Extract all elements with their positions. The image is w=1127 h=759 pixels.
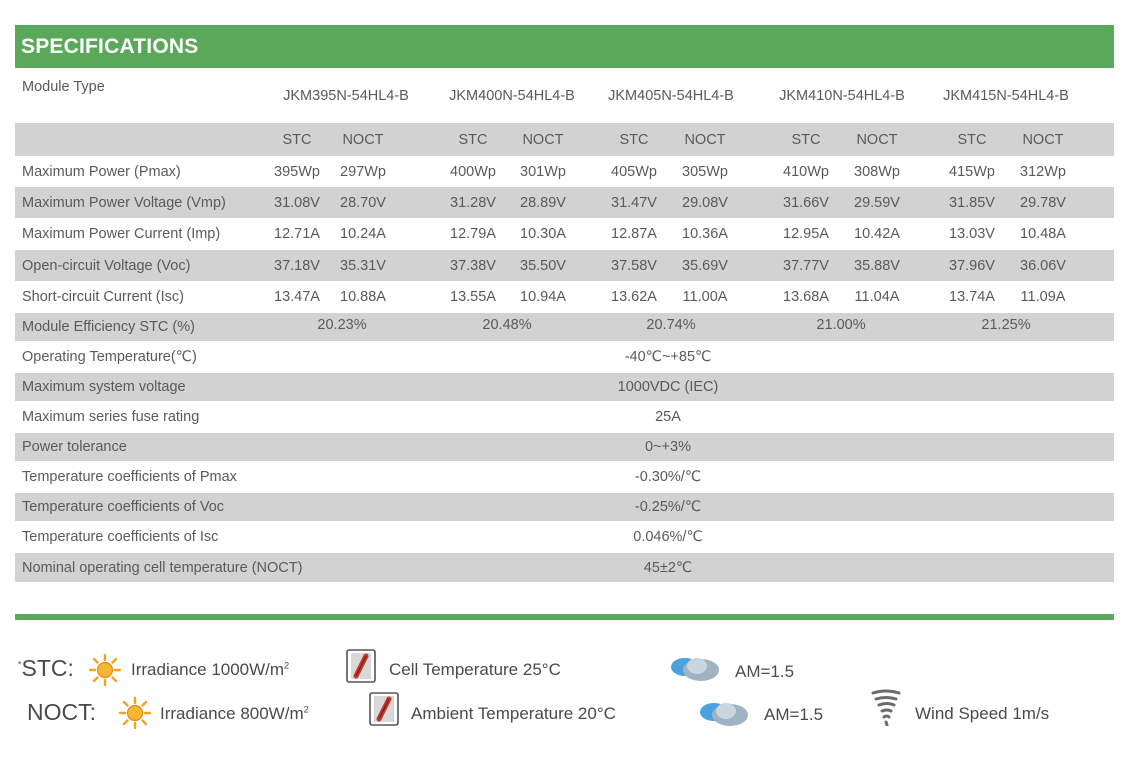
- table-cell: 1000VDC (IEC): [617, 379, 719, 395]
- table-cell: 10.94A: [520, 289, 566, 305]
- table-cell: 35.69V: [682, 257, 728, 274]
- table-cell: 35.50V: [520, 257, 566, 274]
- table-cell: 12.79A: [450, 226, 496, 242]
- divider: [15, 614, 1114, 620]
- stc-column-header: STC: [282, 131, 312, 148]
- table-cell: 20.23%: [317, 317, 367, 333]
- table-cell: 35.31V: [340, 257, 386, 274]
- spec-row: [15, 187, 1114, 218]
- stc-irradiance-text: Irradiance 1000W/m: [131, 660, 285, 679]
- table-cell: 13.62A: [611, 289, 657, 305]
- table-cell: 13.55A: [450, 289, 496, 305]
- sun-icon: [89, 654, 121, 686]
- table-cell: 10.24A: [340, 226, 386, 242]
- table-cell: 12.87A: [611, 226, 657, 242]
- table-cell: 308Wp: [854, 163, 900, 180]
- stc-irradiance: [131, 660, 289, 680]
- noct-am: AM=1.5: [764, 705, 824, 724]
- table-cell: 31.28V: [450, 194, 496, 211]
- spec-row: [15, 553, 1114, 582]
- model-name: JKM415N-54HL4-B: [943, 88, 1069, 104]
- stc-legend-label: [18, 655, 74, 682]
- cloud-icon: [667, 651, 723, 683]
- table-cell: -40℃~+85℃: [624, 349, 712, 365]
- row-label: Maximum system voltage: [22, 379, 186, 395]
- noct-legend-label: NOCT:: [27, 699, 96, 725]
- noct-column-header: NOCT: [522, 131, 564, 148]
- table-cell: 13.68A: [783, 289, 829, 305]
- model-name: JKM410N-54HL4-B: [779, 88, 905, 104]
- row-label: Maximum Power (Pmax): [22, 163, 181, 180]
- table-cell: 45±2℃: [643, 559, 693, 576]
- table-cell: 28.89V: [520, 194, 566, 211]
- model-name: JKM395N-54HL4-B: [283, 88, 409, 104]
- table-cell: 0.046%/℃: [633, 529, 703, 545]
- table-cell: 10.36A: [682, 226, 728, 242]
- spec-row: [15, 401, 1114, 433]
- page-title: SPECIFICATIONS: [21, 35, 199, 58]
- table-cell: 20.74%: [646, 317, 696, 333]
- table-cell: 11.04A: [854, 289, 900, 305]
- stc-column-header: STC: [458, 131, 488, 148]
- spec-row: [15, 218, 1114, 250]
- table-cell: 395Wp: [274, 163, 320, 180]
- noct-column-header: NOCT: [684, 131, 726, 148]
- table-cell: 29.59V: [854, 194, 900, 211]
- row-label: Operating Temperature(℃): [22, 349, 197, 365]
- stc-column-header: STC: [791, 131, 821, 148]
- table-cell: 31.85V: [949, 194, 995, 211]
- table-cell: 0~+3%: [645, 439, 691, 455]
- row-label: Maximum series fuse rating: [22, 409, 200, 425]
- row-label: Module Efficiency STC (%): [22, 319, 195, 335]
- row-label: Temperature coefficients of Isc: [22, 529, 219, 545]
- table-cell: 36.06V: [1020, 257, 1066, 274]
- model-name: JKM405N-54HL4-B: [608, 88, 734, 104]
- table-cell: 37.77V: [783, 257, 829, 274]
- noct-ambient-temp: Ambient Temperature 20°C: [411, 704, 616, 723]
- noct-wind-speed: Wind Speed 1m/s: [915, 704, 1050, 723]
- model-name: JKM400N-54HL4-B: [449, 88, 575, 104]
- noct-irradiance-text: Irradiance 800W/m: [160, 704, 304, 723]
- table-cell: 10.30A: [520, 226, 566, 242]
- superscript: 2: [303, 704, 309, 715]
- row-label: Nominal operating cell temperature (NOCT): [22, 559, 303, 576]
- table-cell: 10.48A: [1020, 226, 1066, 242]
- table-cell: 37.58V: [611, 257, 657, 274]
- table-cell: 21.00%: [816, 317, 866, 333]
- table-cell: 25A: [655, 409, 681, 425]
- tornado-icon: [871, 688, 901, 726]
- row-label: Module Type: [22, 79, 105, 95]
- table-cell: 13.03V: [949, 226, 995, 242]
- sun-icon: [119, 697, 151, 729]
- table-cell: 10.88A: [340, 289, 386, 305]
- efficiency-row: [15, 313, 1114, 341]
- row-label: Temperature coefficients of Pmax: [22, 469, 237, 485]
- table-cell: 410Wp: [783, 163, 829, 180]
- module-type-row: [15, 68, 1114, 123]
- spec-row: [15, 521, 1114, 553]
- table-cell: 297Wp: [340, 163, 386, 180]
- table-cell: 31.47V: [611, 194, 657, 211]
- spec-row: [15, 341, 1114, 373]
- spec-row: [15, 373, 1114, 401]
- thermometer-icon: [346, 649, 376, 683]
- row-label: Power tolerance: [22, 439, 127, 455]
- stc-column-header: STC: [957, 131, 987, 148]
- asterisk: *: [18, 659, 22, 670]
- table-cell: 29.08V: [682, 194, 728, 211]
- superscript: 2: [284, 660, 290, 671]
- table-cell: 305Wp: [682, 163, 728, 180]
- table-cell: -0.25%/℃: [634, 499, 702, 515]
- table-cell: 37.38V: [450, 257, 496, 274]
- row-label: Maximum Power Voltage (Vmp): [22, 194, 226, 211]
- row-label: Open-circuit Voltage (Voc): [22, 257, 191, 274]
- spec-row: [15, 250, 1114, 281]
- table-cell: 31.08V: [274, 194, 320, 211]
- table-cell: 11.00A: [682, 289, 728, 305]
- spec-row: [15, 493, 1114, 521]
- table-cell: 37.18V: [274, 257, 320, 274]
- table-cell: 415Wp: [949, 163, 995, 180]
- spec-row: [15, 461, 1114, 493]
- table-cell: 12.71A: [274, 226, 320, 242]
- table-cell: 13.74A: [949, 289, 995, 305]
- specifications-header: [15, 25, 1114, 68]
- noct-irradiance: [160, 704, 309, 724]
- table-cell: 20.48%: [482, 317, 532, 333]
- table-cell: 28.70V: [340, 194, 386, 211]
- table-cell: 21.25%: [981, 317, 1031, 333]
- noct-column-header: NOCT: [1022, 131, 1064, 148]
- noct-column-header: NOCT: [856, 131, 898, 148]
- table-cell: 312Wp: [1020, 163, 1066, 180]
- table-cell: 11.09A: [1020, 289, 1066, 305]
- stc-label-text: STC:: [21, 655, 74, 681]
- table-cell: 31.66V: [783, 194, 829, 211]
- table-cell: 35.88V: [854, 257, 900, 274]
- stc-column-header: STC: [619, 131, 649, 148]
- table-cell: 405Wp: [611, 163, 657, 180]
- spec-row: [15, 433, 1114, 461]
- table-cell: 400Wp: [450, 163, 496, 180]
- condition-subheader-row: [15, 123, 1114, 156]
- table-cell: 10.42A: [854, 226, 900, 242]
- table-cell: 29.78V: [1020, 194, 1066, 211]
- table-cell: -0.30%/℃: [634, 469, 702, 485]
- table-cell: 301Wp: [520, 163, 566, 180]
- stc-cell-temp: Cell Temperature 25°C: [389, 660, 561, 679]
- table-cell: 37.96V: [949, 257, 995, 274]
- table-cell: 12.95A: [783, 226, 829, 242]
- row-label: Maximum Power Current (Imp): [22, 226, 221, 242]
- spec-row: [15, 281, 1114, 313]
- thermometer-icon: [369, 692, 399, 726]
- table-cell: 13.47A: [274, 289, 320, 305]
- stc-am: AM=1.5: [735, 662, 795, 681]
- spec-row: [15, 156, 1114, 187]
- cloud-icon: [696, 696, 752, 728]
- noct-column-header: NOCT: [342, 131, 384, 148]
- row-label: Short-circuit Current (Isc): [22, 289, 184, 305]
- row-label: Temperature coefficients of Voc: [22, 499, 225, 515]
